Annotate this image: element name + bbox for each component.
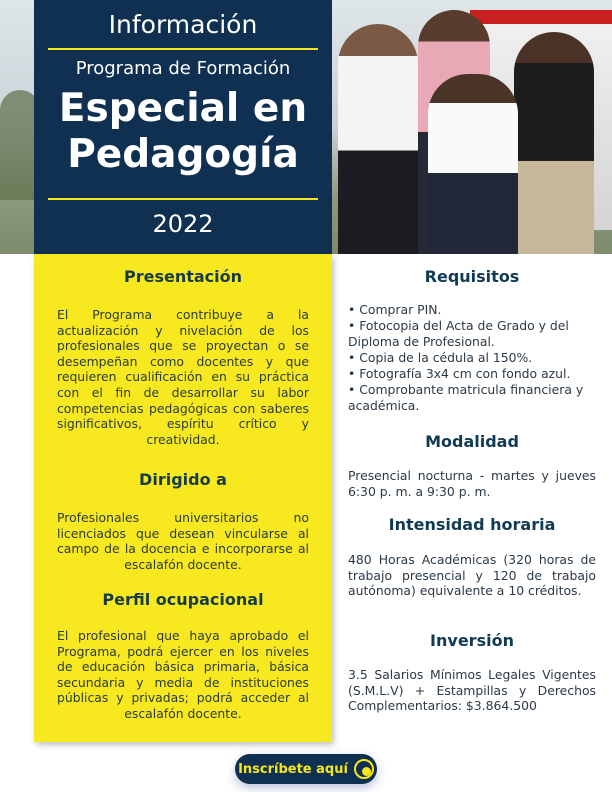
title-box [34,0,332,254]
inversion-heading: Inversión [430,631,514,650]
enroll-button[interactable] [235,754,377,784]
divider [48,48,318,50]
intensidad-text: 480 Horas Académicas (320 horas de trabajo presencial y 120 de trabajo autónoma) equivalente a 10 créditos. [348,552,596,599]
program-label: Programa de Formación [75,58,291,79]
divider [48,198,318,200]
presentacion-text: El Programa contribuye a la actualización y nivelación de los profesionales que se proyectan o se desempeñan como docentes y que requieren cualificación en su práctica con el fin de desarrollar su labor competencias pedagógicas con saberes significativos, espíritu crítico y creatividad. [57,307,309,447]
list-item: • Copia de la cédula al 150%. [348,350,533,365]
year: 2022 [152,210,214,238]
info-label: Información [108,10,258,39]
student [338,24,418,254]
tap-icon [354,759,374,779]
student [428,74,518,254]
list-item: • Fotocopia del Acta de Grado y del Diploma de Profesional. [348,318,569,349]
list-item: • Comprar PIN. [348,302,442,317]
student [514,32,594,254]
enroll-label: Inscríbete aquí [238,761,348,777]
list-item: • Fotografía 3x4 cm con fondo azul. [348,366,571,381]
inversion-text: 3.5 Salarios Mínimos Legales Vigentes (S.M.L.V) + Estampillas y Derechos Complementarios: $3.864.500 [348,667,596,714]
perfil-heading: Perfil ocupacional [102,590,264,609]
dirigido-text: Profesionales universitarios no licenciados que desean vincularse al campo de la docencia e incorporarse al escalafón docente. [57,510,309,572]
dirigido-heading: Dirigido a [139,470,227,489]
list-item: • Comprobante matricula financiera y académica. [348,382,584,413]
modalidad-text: Presencial nocturna - martes y jueves 6:30 p. m. a 9:30 p. m. [348,468,596,499]
requisitos-heading: Requisitos [424,267,520,286]
modalidad-heading: Modalidad [425,432,519,451]
requisitos-list [348,302,596,414]
intensidad-heading: Intensidad horaria [388,515,556,534]
perfil-text: El profesional que haya aprobado el Programa, podrá ejercer en los niveles de educación básica primaria, básica secundaria y media de instituciones públicas y privadas; podrá acceder al escalafón docente. [57,628,309,721]
presentacion-heading: Presentación [123,267,243,286]
left-panel [34,254,332,742]
page-title: Especial en Pedagogía [58,86,308,177]
